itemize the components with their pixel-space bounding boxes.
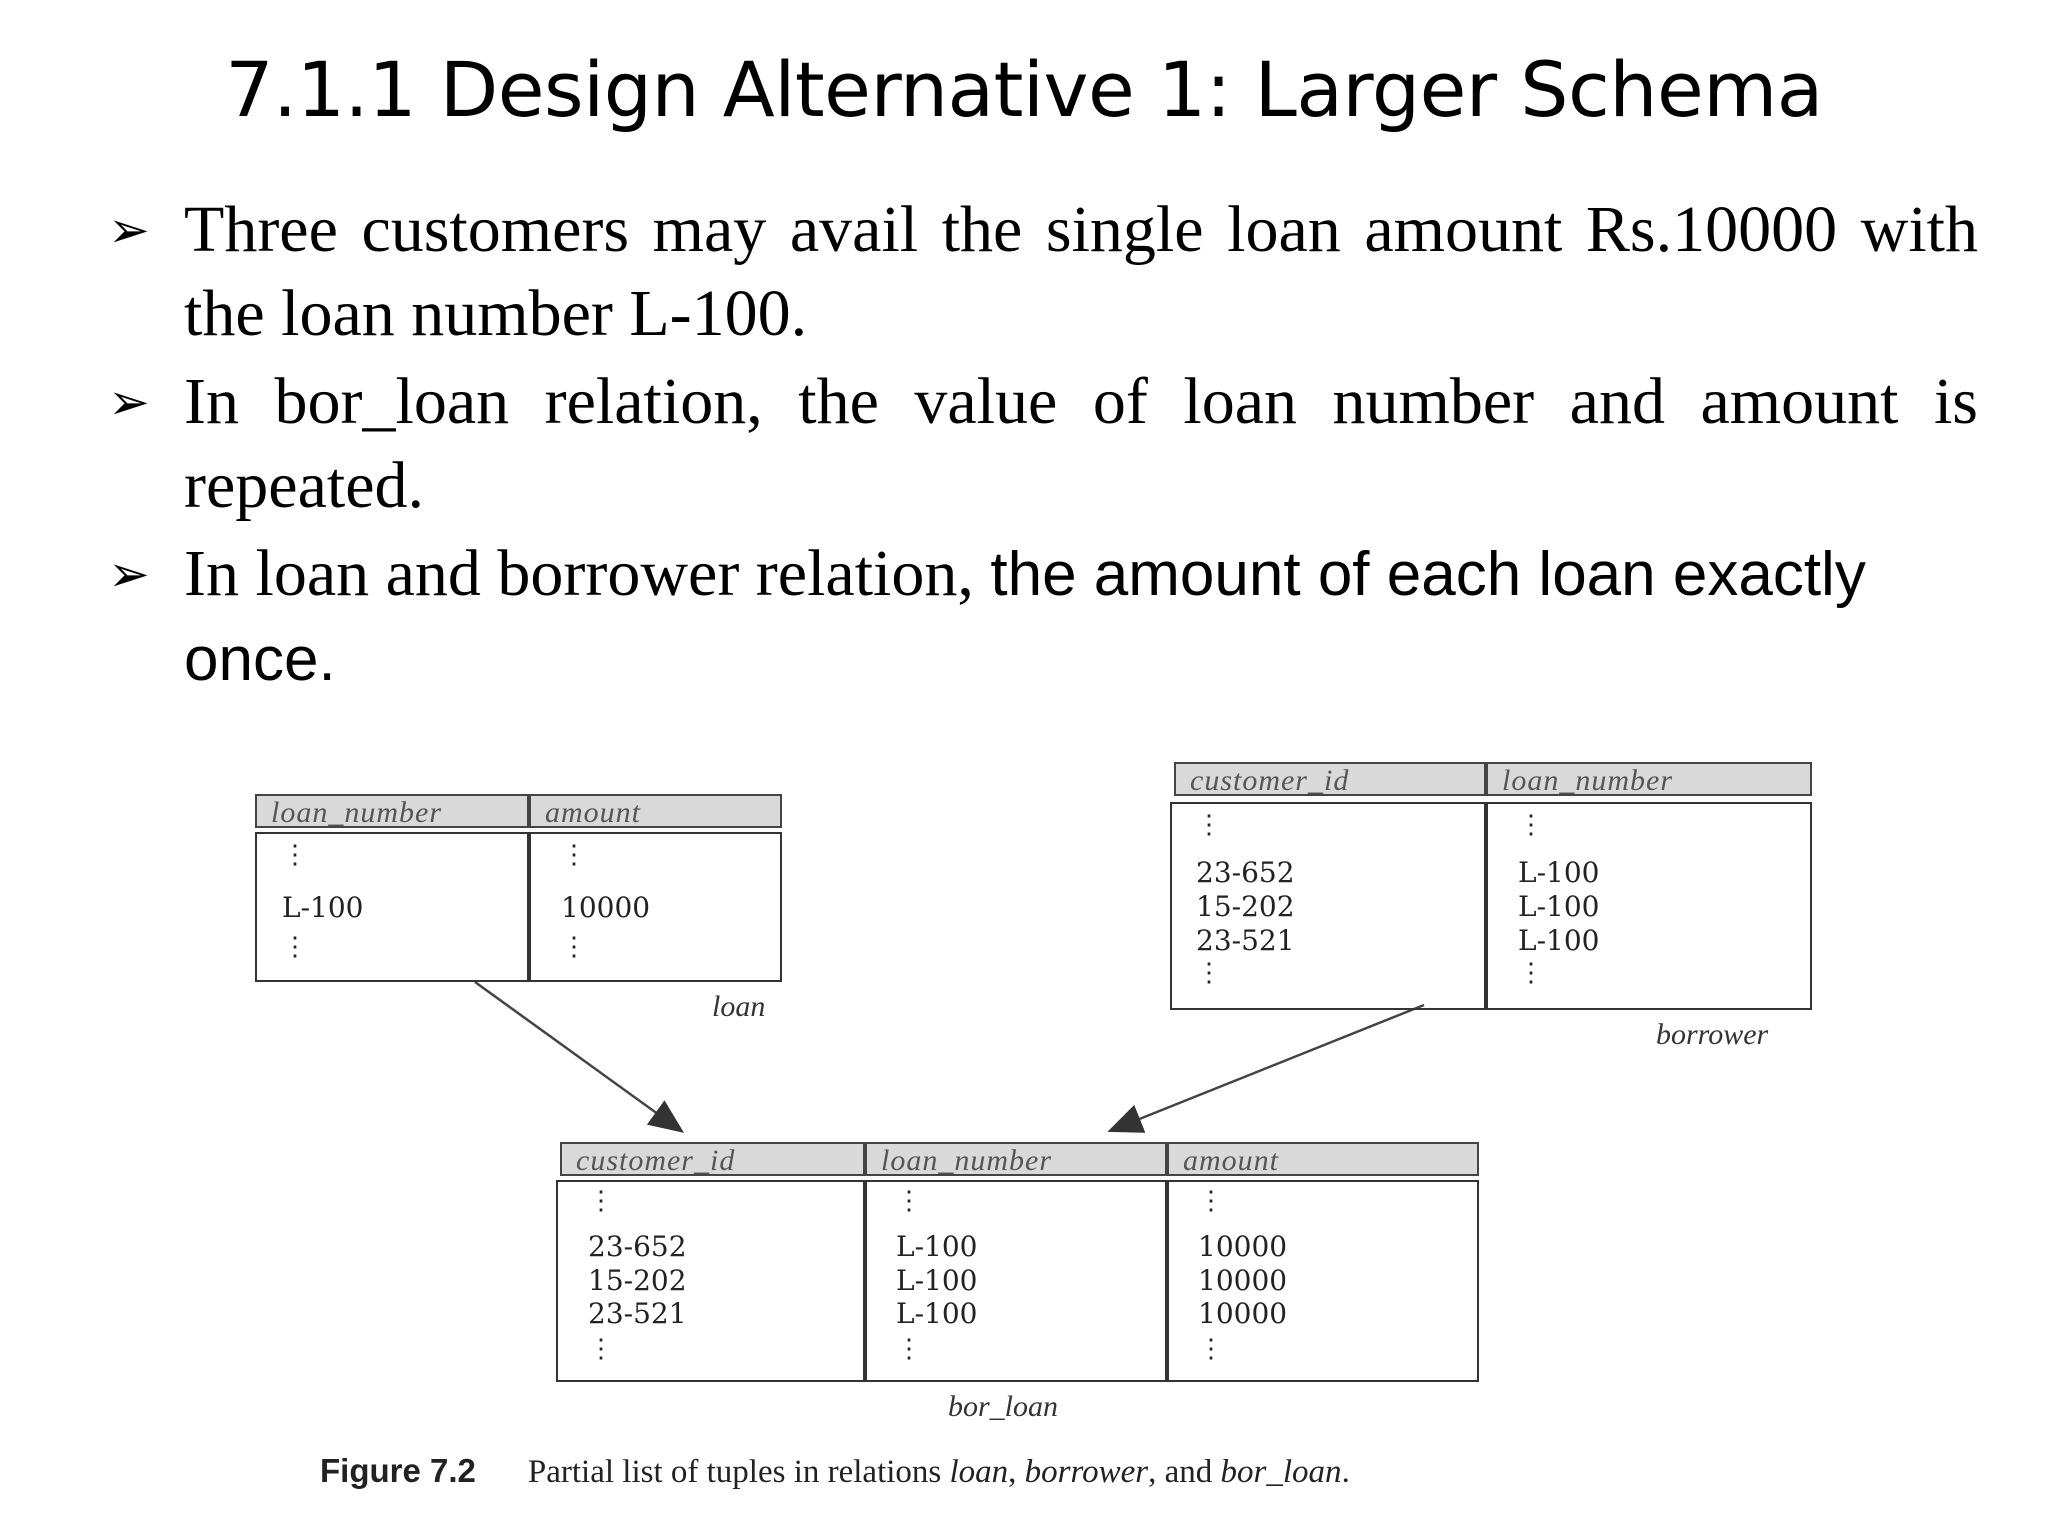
figure-caption-relation: borrower: [1024, 1454, 1149, 1490]
borrower-cell: 23-521: [1196, 924, 1295, 957]
bor-loan-header-amount: amount: [1167, 1142, 1479, 1176]
bullet-text: Three customers may avail the single loan amount Rs.10000 with the loan number L-100.: [184, 193, 1978, 350]
borrower-header-customer-id: customer_id: [1174, 762, 1486, 796]
ellipsis-icon: ⋮: [1518, 810, 1544, 840]
ellipsis-icon: ⋮: [588, 1334, 614, 1364]
ellipsis-icon: ⋮: [1198, 1186, 1224, 1216]
bor-loan-cell: 10000: [1198, 1264, 1288, 1297]
loan-relation-name: loan: [712, 990, 766, 1023]
figure-caption-text: Partial list of tuples in relations: [527, 1454, 950, 1490]
arrow-bullet-icon: ➢: [108, 373, 150, 431]
figure-caption-relation: loan: [949, 1454, 1009, 1490]
ellipsis-icon: ⋮: [896, 1334, 922, 1364]
slide-title: 7.1.1 Design Alternative 1: Larger Schema: [225, 45, 1823, 134]
arrow-bullet-icon: ➢: [108, 545, 150, 603]
borrower-header-loan-number: loan_number: [1486, 762, 1812, 796]
bor-loan-cell: 23-652: [588, 1230, 687, 1263]
bullet-text-sans: the amount of each loan exactly once.: [184, 540, 1866, 694]
ellipsis-icon: ⋮: [561, 840, 587, 870]
ellipsis-icon: ⋮: [282, 840, 308, 870]
ellipsis-icon: ⋮: [282, 932, 308, 962]
borrower-cell: L-100: [1518, 924, 1600, 957]
bor-loan-relation-name: bor_loan: [948, 1390, 1059, 1423]
borrower-cell: 23-652: [1196, 856, 1295, 889]
figure-caption-sep: , and: [1148, 1454, 1221, 1490]
bullet-text: In bor_loan relation, the value of loan number and amount is repeated.: [184, 365, 1978, 522]
borrower-cell: L-100: [1518, 890, 1600, 923]
borrower-cell: L-100: [1518, 856, 1600, 889]
bor-loan-cell: L-100: [896, 1264, 978, 1297]
bullet-text-serif: In loan and borrower relation,: [184, 537, 974, 610]
ellipsis-icon: ⋮: [588, 1186, 614, 1216]
figure-caption-end: .: [1341, 1454, 1350, 1490]
ellipsis-icon: ⋮: [561, 932, 587, 962]
bor-loan-cell: L-100: [896, 1230, 978, 1263]
bor-loan-cell: 10000: [1198, 1297, 1288, 1330]
arrow-bullet-icon: ➢: [108, 201, 150, 259]
ellipsis-icon: ⋮: [1196, 810, 1222, 840]
ellipsis-icon: ⋮: [896, 1186, 922, 1216]
bor-loan-cell: 10000: [1198, 1230, 1288, 1263]
loan-header-amount: amount: [529, 794, 782, 828]
borrower-cell: 15-202: [1196, 890, 1295, 923]
arrow-borrower-to-bor-loan: [1112, 1005, 1424, 1130]
bor-loan-cell: L-100: [896, 1297, 978, 1330]
ellipsis-icon: ⋮: [1518, 958, 1544, 988]
figure-caption: [320, 1452, 1350, 1491]
bor-loan-cell: 15-202: [588, 1264, 687, 1297]
borrower-relation-name: borrower: [1656, 1018, 1769, 1051]
bor-loan-header-customer-id: customer_id: [560, 1142, 865, 1176]
loan-cell: 10000: [561, 891, 651, 924]
bor-loan-header-loan-number: loan_number: [865, 1142, 1167, 1176]
bor-loan-cell: 23-521: [588, 1297, 687, 1330]
arrow-loan-to-bor-loan: [475, 982, 680, 1130]
figure-label: Figure 7.2: [320, 1452, 476, 1489]
ellipsis-icon: ⋮: [1196, 958, 1222, 988]
figure-caption-relation: bor_loan: [1220, 1454, 1342, 1490]
ellipsis-icon: ⋮: [1198, 1334, 1224, 1364]
loan-header-loan-number: loan_number: [255, 794, 529, 828]
figure-caption-sep: ,: [1008, 1454, 1025, 1490]
loan-cell: L-100: [282, 891, 364, 924]
